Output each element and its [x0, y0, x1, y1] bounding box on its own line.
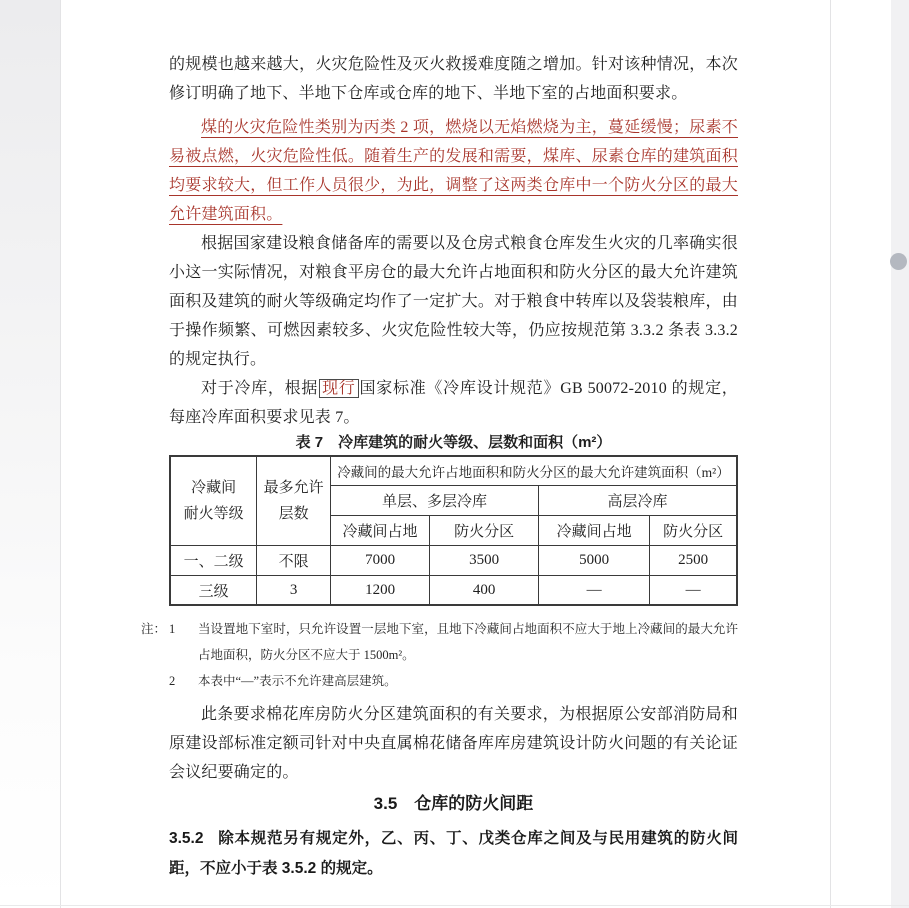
- cell-value: —: [650, 576, 737, 606]
- clause-3-5-2: [169, 824, 738, 884]
- header-max-floors: 最多允许 层数: [257, 456, 331, 546]
- revision-box-xianxing: 现行: [319, 379, 358, 398]
- cell-value: 5000: [539, 546, 650, 576]
- clause-body: 除本规范另有规定外，乙、丙、丁、戊类仓库之间及与民用建筑的防火间距，不应小于表 3.5.2 的规定。: [169, 830, 738, 877]
- table-caption: 表 7 冷库建筑的耐火等级、层数和面积（m²）: [295, 434, 612, 451]
- paragraph-grain-storage: 根据国家建设粮食储备库的需要以及仓房式粮食仓库发生火灾的几率确实很小这一实际情况，对粮食平房仓的最大允许占地面积和防火分区的最大允许建筑面积及建筑的耐火等级确定均作了一定扩大。对于粮食中转库以及袋装粮库，由于操作频繁、可燃因素较多、火灾危险性较大等，仍应按规范第 3.3.2 条表 3.3.2 的规定执行。: [169, 235, 738, 368]
- section-heading-3-5: 3.5 仓库的防火间距: [373, 794, 534, 813]
- note-label: 注：: [141, 622, 167, 636]
- cell-grade: 三级: [170, 576, 257, 606]
- document-page: [60, 0, 831, 908]
- clause-text-before: 对于冷库，根据: [201, 380, 319, 397]
- note-number: 2: [169, 674, 176, 688]
- table-notes: [141, 616, 738, 694]
- subheader-fire-compartment-2: 防火分区: [650, 516, 737, 546]
- header-single-multi-storey: 单层、多层冷库: [330, 486, 538, 516]
- scrollbar-thumb[interactable]: [890, 253, 907, 270]
- note-text: 当设置地下室时，只允许设置一层地下室，且地下冷藏间占地面积不应大于地上冷藏间的最大允许占地面积，防火分区不应大于 1500m²。: [198, 622, 738, 662]
- left-gutter: [0, 0, 60, 908]
- header-high-rise: 高层冷库: [539, 486, 737, 516]
- cell-value: 3500: [430, 546, 539, 576]
- revision-marked-paragraph: 煤的火灾危险性类别为丙类 2 项，燃烧以无焰燃烧为主，蔓延缓慢；尿素不易被点燃，火灾危险性低。随着生产的发展和需要，煤库、尿素仓库的建筑面积均要求较大，但工作人员很少，为此，调整了这两类仓库中一个防火分区的最大允许建筑面积。: [169, 119, 738, 223]
- cell-grade: 一、二级: [170, 546, 257, 576]
- table-7-cold-storage: [169, 455, 738, 606]
- cell-value: 2500: [650, 546, 737, 576]
- clause-number: 3.5.2: [169, 830, 204, 847]
- note-text: 本表中“—”表示不允许建高层建筑。: [198, 674, 397, 688]
- subheader-footprint-2: 冷藏间占地: [539, 516, 650, 546]
- clause-text-after: 国家标准《冷库设计规范》GB 50072-2010 的规定，每座冷库面积要求见表 7。: [169, 380, 738, 426]
- cell-value: 7000: [330, 546, 429, 576]
- note-1: [141, 616, 738, 668]
- table-row: [170, 576, 737, 606]
- page-content: [141, 0, 738, 884]
- viewport-bottom-edge: [0, 905, 909, 906]
- paragraph-continuation: 的规模也越来越大，火灾危险性及灭火救援难度随之增加。针对该种情况，本次修订明确了地下、半地下仓库或仓库的地下、半地下室的占地面积要求。: [169, 56, 738, 102]
- cell-value: 1200: [330, 576, 429, 606]
- subheader-footprint-1: 冷藏间占地: [330, 516, 429, 546]
- scrollbar-track[interactable]: [891, 0, 909, 908]
- cell-floors: 不限: [257, 546, 331, 576]
- note-2: [141, 668, 738, 694]
- cell-value: 400: [430, 576, 539, 606]
- note-number: 1: [169, 622, 176, 636]
- table-row: [170, 546, 737, 576]
- paragraph-cold-storage: [169, 374, 738, 432]
- subheader-fire-compartment-1: 防火分区: [430, 516, 539, 546]
- cell-floors: 3: [257, 576, 331, 606]
- paragraph-cotton-warehouse: 此条要求棉花库房防火分区建筑面积的有关要求，为根据原公安部消防局和原建设部标准定额司针对中央直属棉花储备库库房建筑设计防火问题的有关论证会议纪要确定的。: [169, 706, 738, 781]
- header-fire-resistance-grade: 冷藏间 耐火等级: [170, 456, 257, 546]
- header-area-span: 冷藏间的最大允许占地面积和防火分区的最大允许建筑面积（m²）: [330, 456, 737, 486]
- cell-value: —: [539, 576, 650, 606]
